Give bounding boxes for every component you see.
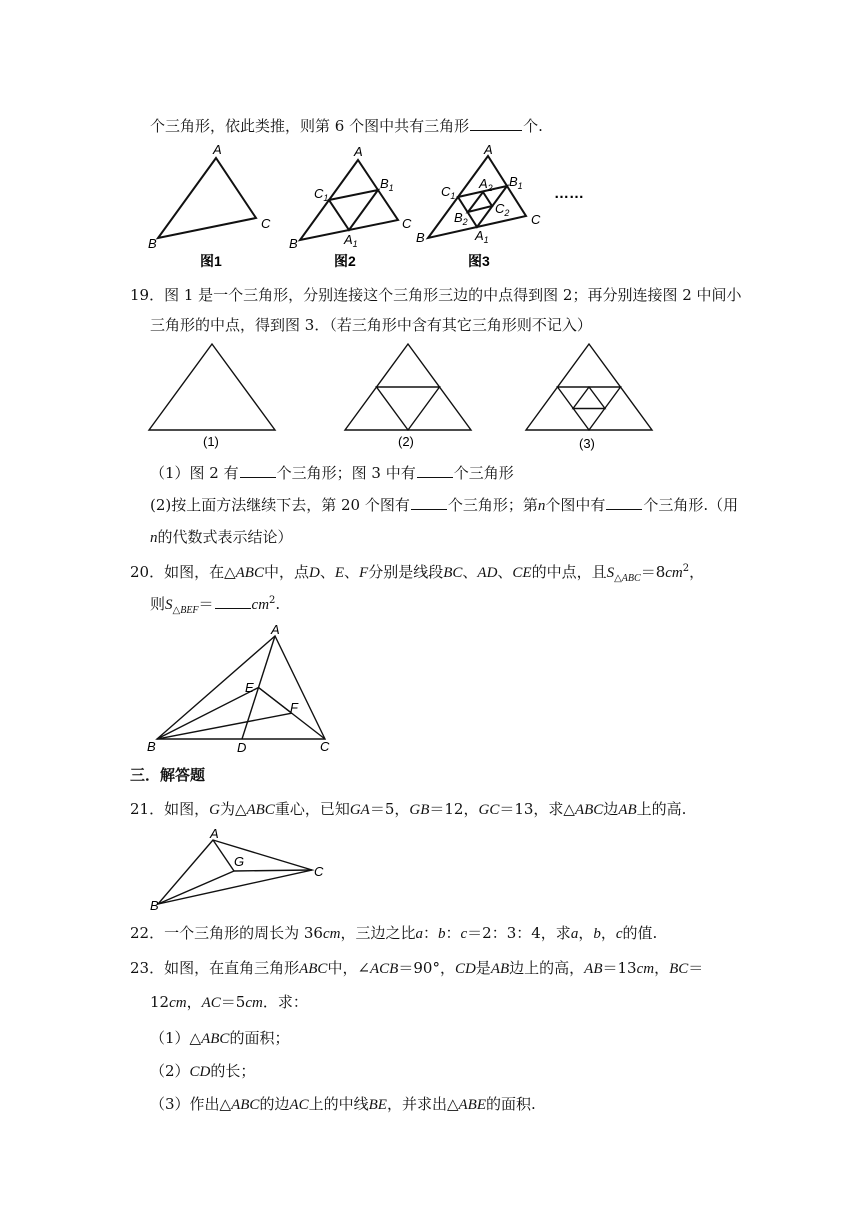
q19-part1: （1）图 2 有 个三角形；图 3 中有 个三角形	[150, 464, 514, 482]
segment-BF	[157, 713, 292, 739]
q21-line: 21．如图，G为△ABC重心，已知GA＝5，GB＝12，GC＝13，求△ABC边AB上的高.	[130, 800, 687, 818]
caption-fig1: 图1	[200, 253, 222, 269]
q23-line1: 23．如图，在直角三角形ABC中，∠ACB＝90°，CD是AB边上的高，AB＝13cm，BC＝	[130, 959, 704, 977]
label-A: A	[213, 142, 222, 157]
label-B: B	[289, 236, 298, 251]
label-A: A	[271, 624, 280, 637]
ellipsis: ……	[554, 185, 584, 202]
q19-line2: 三角形的中点，得到图 3．（若三角形中含有其它三角形则不记入）	[150, 316, 592, 334]
fig2-inner-triangle	[377, 387, 440, 430]
label-C2: $C_2$	[495, 201, 510, 218]
q18-tail-line: 个三角形，依此类推，则第 6 个图中共有三角形 个.	[150, 117, 543, 135]
label-A: A	[210, 826, 219, 841]
q23-item2: （2）CD的长；	[150, 1062, 256, 1080]
label-A: A	[484, 142, 493, 157]
q23-item1: （1）△ABC的面积；	[150, 1029, 290, 1047]
figure-1-triangle	[158, 158, 256, 238]
answer-blank	[411, 495, 447, 510]
q20-figure	[145, 624, 345, 756]
answer-blank	[417, 463, 453, 478]
q20-line2: 则$S_{\triangle BEF}= cm^2$.	[150, 595, 281, 616]
q18-figure	[148, 142, 588, 270]
label-C: C	[320, 739, 330, 754]
q21-figure	[148, 826, 338, 912]
caption-fig3: 图3	[468, 253, 490, 269]
q20-line1: 20．如图，在△ABC中，点D、E、F分别是线段BC、AD、CE的中点，且$S_{\triangle ABC}=8cm^2$，	[130, 563, 705, 584]
label-C: C	[261, 216, 271, 231]
label-C: C	[531, 212, 541, 227]
caption-3: (3)	[579, 436, 595, 451]
caption-2: (2)	[398, 434, 414, 449]
label-C: C	[402, 216, 412, 231]
label-B: B	[148, 236, 157, 251]
label-E: E	[245, 680, 254, 695]
q19-part2-cont: n的代数式表示结论）	[150, 528, 293, 546]
answer-blank	[240, 463, 276, 478]
label-B1: $B_1$	[380, 176, 394, 193]
q19-figure	[145, 342, 685, 454]
label-B: B	[147, 739, 156, 754]
label-A: A	[354, 144, 363, 159]
label-C: C	[314, 864, 324, 879]
answer-blank	[470, 116, 522, 131]
label-D: D	[237, 740, 247, 755]
q19-part2: (2)按上面方法继续下去，第 20 个图有 个三角形；第n个图中有 个三角形.（用	[150, 496, 739, 514]
segment-CG	[234, 870, 312, 871]
q23-item3: （3）作出△ABC的边AC上的中线BE，并求出△ABE的面积.	[150, 1095, 536, 1113]
caption-fig2: 图2	[334, 253, 356, 269]
answer-blank	[215, 594, 251, 609]
section-heading: 三．解答题	[130, 766, 206, 784]
label-A1: $A_1$	[344, 232, 358, 249]
fig3-inner-triangle	[573, 387, 605, 409]
q19-line1: 19．图 1 是一个三角形，分别连接这个三角形三边的中点得到图 2；再分别连接图 2 中间小	[130, 286, 742, 304]
segment-AG	[213, 840, 234, 871]
segment-BG	[158, 871, 234, 904]
label-B1: $B_1$	[509, 174, 523, 191]
fig1-triangle	[149, 344, 275, 430]
label-F: F	[290, 700, 298, 715]
label-A2: $A_2$	[479, 176, 493, 193]
q22-line: 22．一个三角形的周长为 36cm，三边之比a：b：c＝2：3：4，求a，b，c的值.	[130, 924, 658, 942]
label-C1: $C_1$	[441, 184, 456, 201]
label-B2: $B_2$	[454, 210, 468, 227]
segment-EF	[259, 688, 292, 714]
caption-1: (1)	[203, 434, 219, 449]
q23-line2: 12cm，AC＝5cm．求：	[150, 993, 308, 1011]
label-A1: $A_1$	[475, 228, 489, 245]
answer-blank	[606, 495, 642, 510]
label-B: B	[416, 230, 425, 245]
label-C1: $C_1$	[314, 186, 329, 203]
label-B: B	[150, 898, 159, 912]
label-G: G	[234, 854, 245, 869]
